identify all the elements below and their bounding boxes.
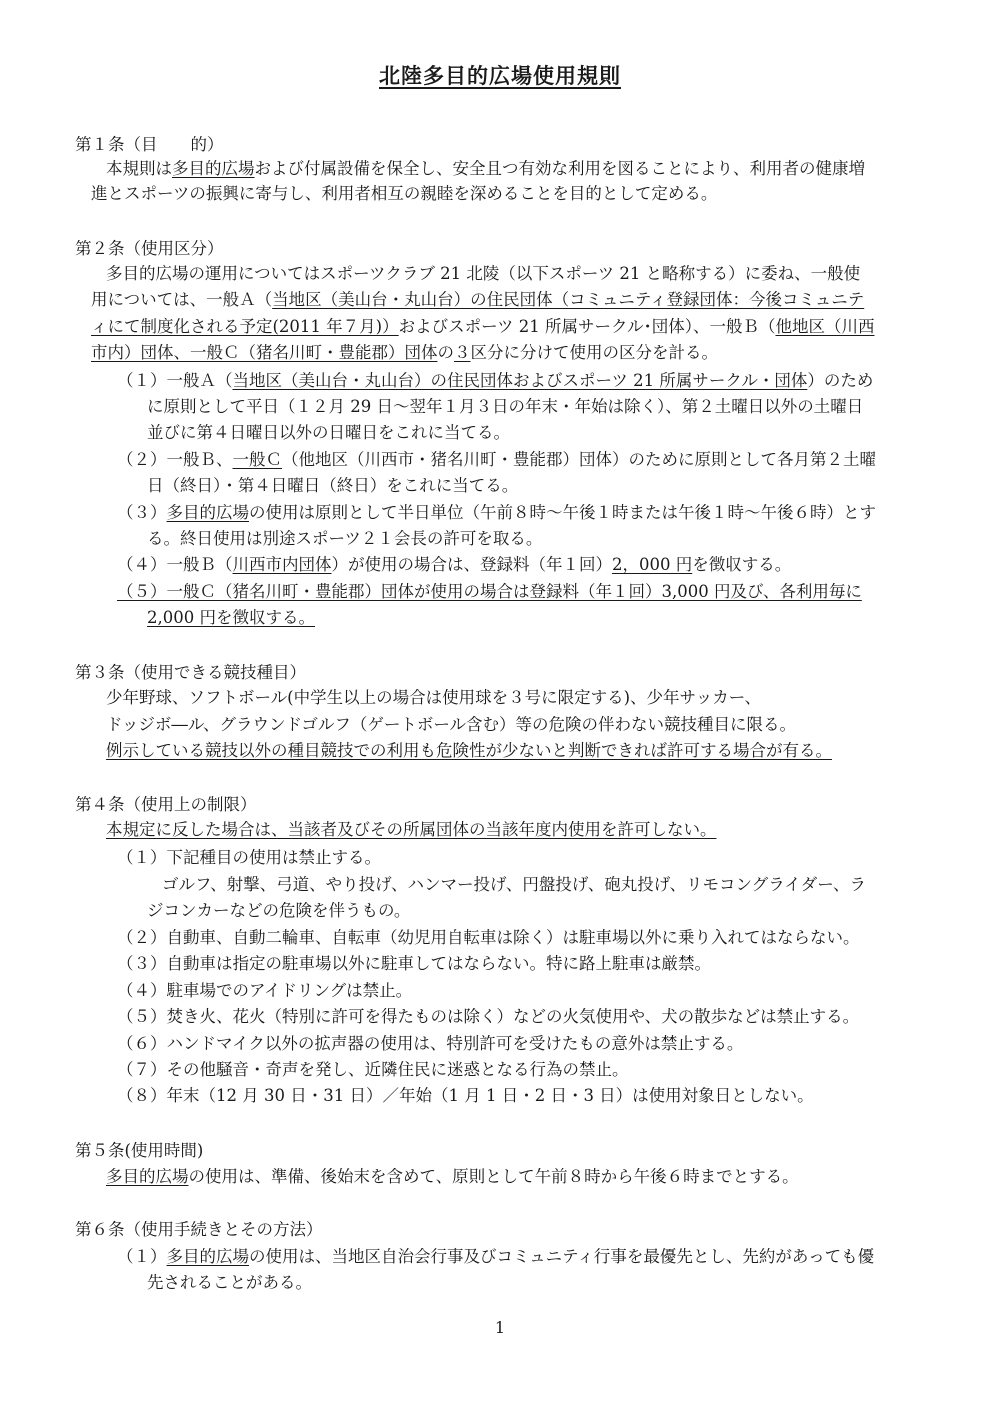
article-6-item-1-line-1: （１）多目的広場の使用は、当地区自治会行事及びコミュニティ行事を最優先とし、先約があっても優 (117, 1247, 875, 1266)
article-5-line-1: 多目的広場の使用は、準備、後始末を含めて、原則として午前８時から午後６時までとする。 (106, 1167, 799, 1186)
article-2-item-3-line-2: る。終日使用は別途スポーツ２１会長の許可を取る。 (147, 529, 543, 548)
page-number: 1 (494, 1318, 506, 1337)
article-4-item-3: （３）自動車は指定の駐車場以外に駐車してはならない。特に路上駐車は厳禁。 (117, 954, 711, 973)
article-4-line-1: 本規定に反した場合は、当該者及びその所属団体の当該年度内使用を許可しない。 (106, 820, 717, 839)
article-4-item-4: （４）駐車場でのアイドリングは禁止。 (117, 981, 413, 1000)
article-4-item-2: （２）自動車、自動二輪車、自転車（幼児用自転車は除く）は駐車場以外に乗り入れてはならない。 (117, 928, 860, 947)
article-4-item-1-line-2: ゴルフ、射撃、弓道、やり投げ、ハンマー投げ、円盤投げ、砲丸投げ、リモコングライダー、ラ (162, 875, 867, 894)
page-title (0, 60, 1000, 90)
article-2-line-4: 市内）団体、一般Ｃ（猪名川町・豊能郡）団体の３区分に分けて使用の区分を計る。 (91, 343, 718, 362)
article-3-heading: 第３条（使用できる競技種目） (75, 663, 306, 682)
underlined-term: 多目的広場 (172, 159, 255, 178)
article-4-heading: 第４条（使用上の制限） (75, 795, 257, 814)
article-1-heading: 第１条（目 的） (75, 135, 224, 154)
article-2-item-1-line-2: に原則として平日（１２月 29 日～翌年１月３日の年末・年始は除く）、第２土曜日以外の土曜日 (147, 397, 864, 416)
article-2-item-1-line-1: （１）一般Ａ（当地区（美山台・丸山台）の住民団体およびスポーツ 21 所属サークル・団体）のため (117, 371, 874, 390)
article-2-heading: 第２条（使用区分） (75, 239, 224, 258)
article-3-line-1: 少年野球、ソフトボール(中学生以上の場合は使用球を３号に限定する)、少年サッカー、 (106, 688, 762, 707)
article-5-heading: 第５条(使用時間) (75, 1141, 204, 1160)
article-2-line-2: 用については、一般Ａ（当地区（美山台・丸山台）の住民団体（コミュニティ登録団体：今後コミュニテ (91, 290, 865, 309)
article-4-item-1-line-3: ジコンカーなどの危険を伴うもの。 (147, 901, 411, 920)
article-4-item-5: （５）焚き火、花火（特別に許可を得たものは除く）などの火気使用や、犬の散歩などは禁止する。 (117, 1007, 860, 1026)
article-2-item-2-line-2: 日（終日）・第４日曜日（終日）をこれに当てる。 (147, 476, 519, 495)
article-2-item-2-line-1: （２）一般Ｂ、一般Ｃ（他地区（川西市・猪名川町・豊能郡）団体）のために原則として各月第２土曜 (117, 450, 876, 469)
article-4-item-8: （８）年末（12 月 30 日・31 日）／年始（1 月 1 日・2 日・3 日）は使用対象日としない。 (117, 1086, 814, 1105)
article-2-item-3-line-1: （３）多目的広場の使用は原則として半日単位（午前８時～午後１時または午後１時～午後６時）とす (117, 503, 876, 522)
article-2-item-4: （４）一般Ｂ（川西市内団体）が使用の場合は、登録料（年１回）2，000 円を徴収する。 (117, 555, 792, 574)
article-2-item-5-line-1: （５）一般Ｃ（猪名川町・豊能郡）団体が使用の場合は登録料（年１回）3,000 円及び、各利用毎に (117, 582, 862, 601)
article-3-line-2: ドッジボ―ル、グラウンドゴルフ（ゲートボール含む）等の危険の伴わない競技種目に限る。 (106, 715, 797, 734)
article-2-item-5-line-2: 2,000 円を徴収する。 (147, 608, 315, 627)
article-4-item-6: （６）ハンドマイク以外の拡声器の使用は、特別許可を受けたもの意外は禁止する。 (117, 1034, 744, 1053)
article-4-item-7: （７）その他騒音・奇声を発し、近隣住民に迷惑となる行為の禁止。 (117, 1060, 629, 1079)
article-2-line-1: 多目的広場の運用についてはスポーツクラブ 21 北陵（以下スポーツ 21 と略称する）に委ね、一般使 (106, 264, 861, 283)
article-2-line-3: ィにて制度化される予定(2011 年７月)）およびスポーツ 21 所属サークル･団体）、一般Ｂ（他地区（川西 (91, 317, 875, 336)
article-6-heading: 第６条（使用手続きとその方法） (75, 1220, 323, 1239)
article-6-item-1-line-2: 先されることがある。 (147, 1273, 312, 1292)
article-3-line-3: 例示している競技以外の種目競技での利用も危険性が少ないと判断できれば許可する場合が有る。 (106, 741, 832, 760)
article-2-item-1-line-3: 並びに第４日曜日以外の日曜日をこれに当てる。 (147, 423, 510, 442)
article-1-line-2: 進とスポーツの振興に寄与し、利用者相互の親睦を深めることを目的として定める。 (91, 184, 718, 203)
page-title-text: 北陸多目的広場使用規則 (379, 64, 621, 88)
article-4-item-1: （１）下記種目の使用は禁止する。 (117, 848, 381, 867)
article-1-line-1: 本規則は多目的広場および付属設備を保全し、安全且つ有効な利用を図ることにより、利用者の健康増 (106, 159, 865, 178)
